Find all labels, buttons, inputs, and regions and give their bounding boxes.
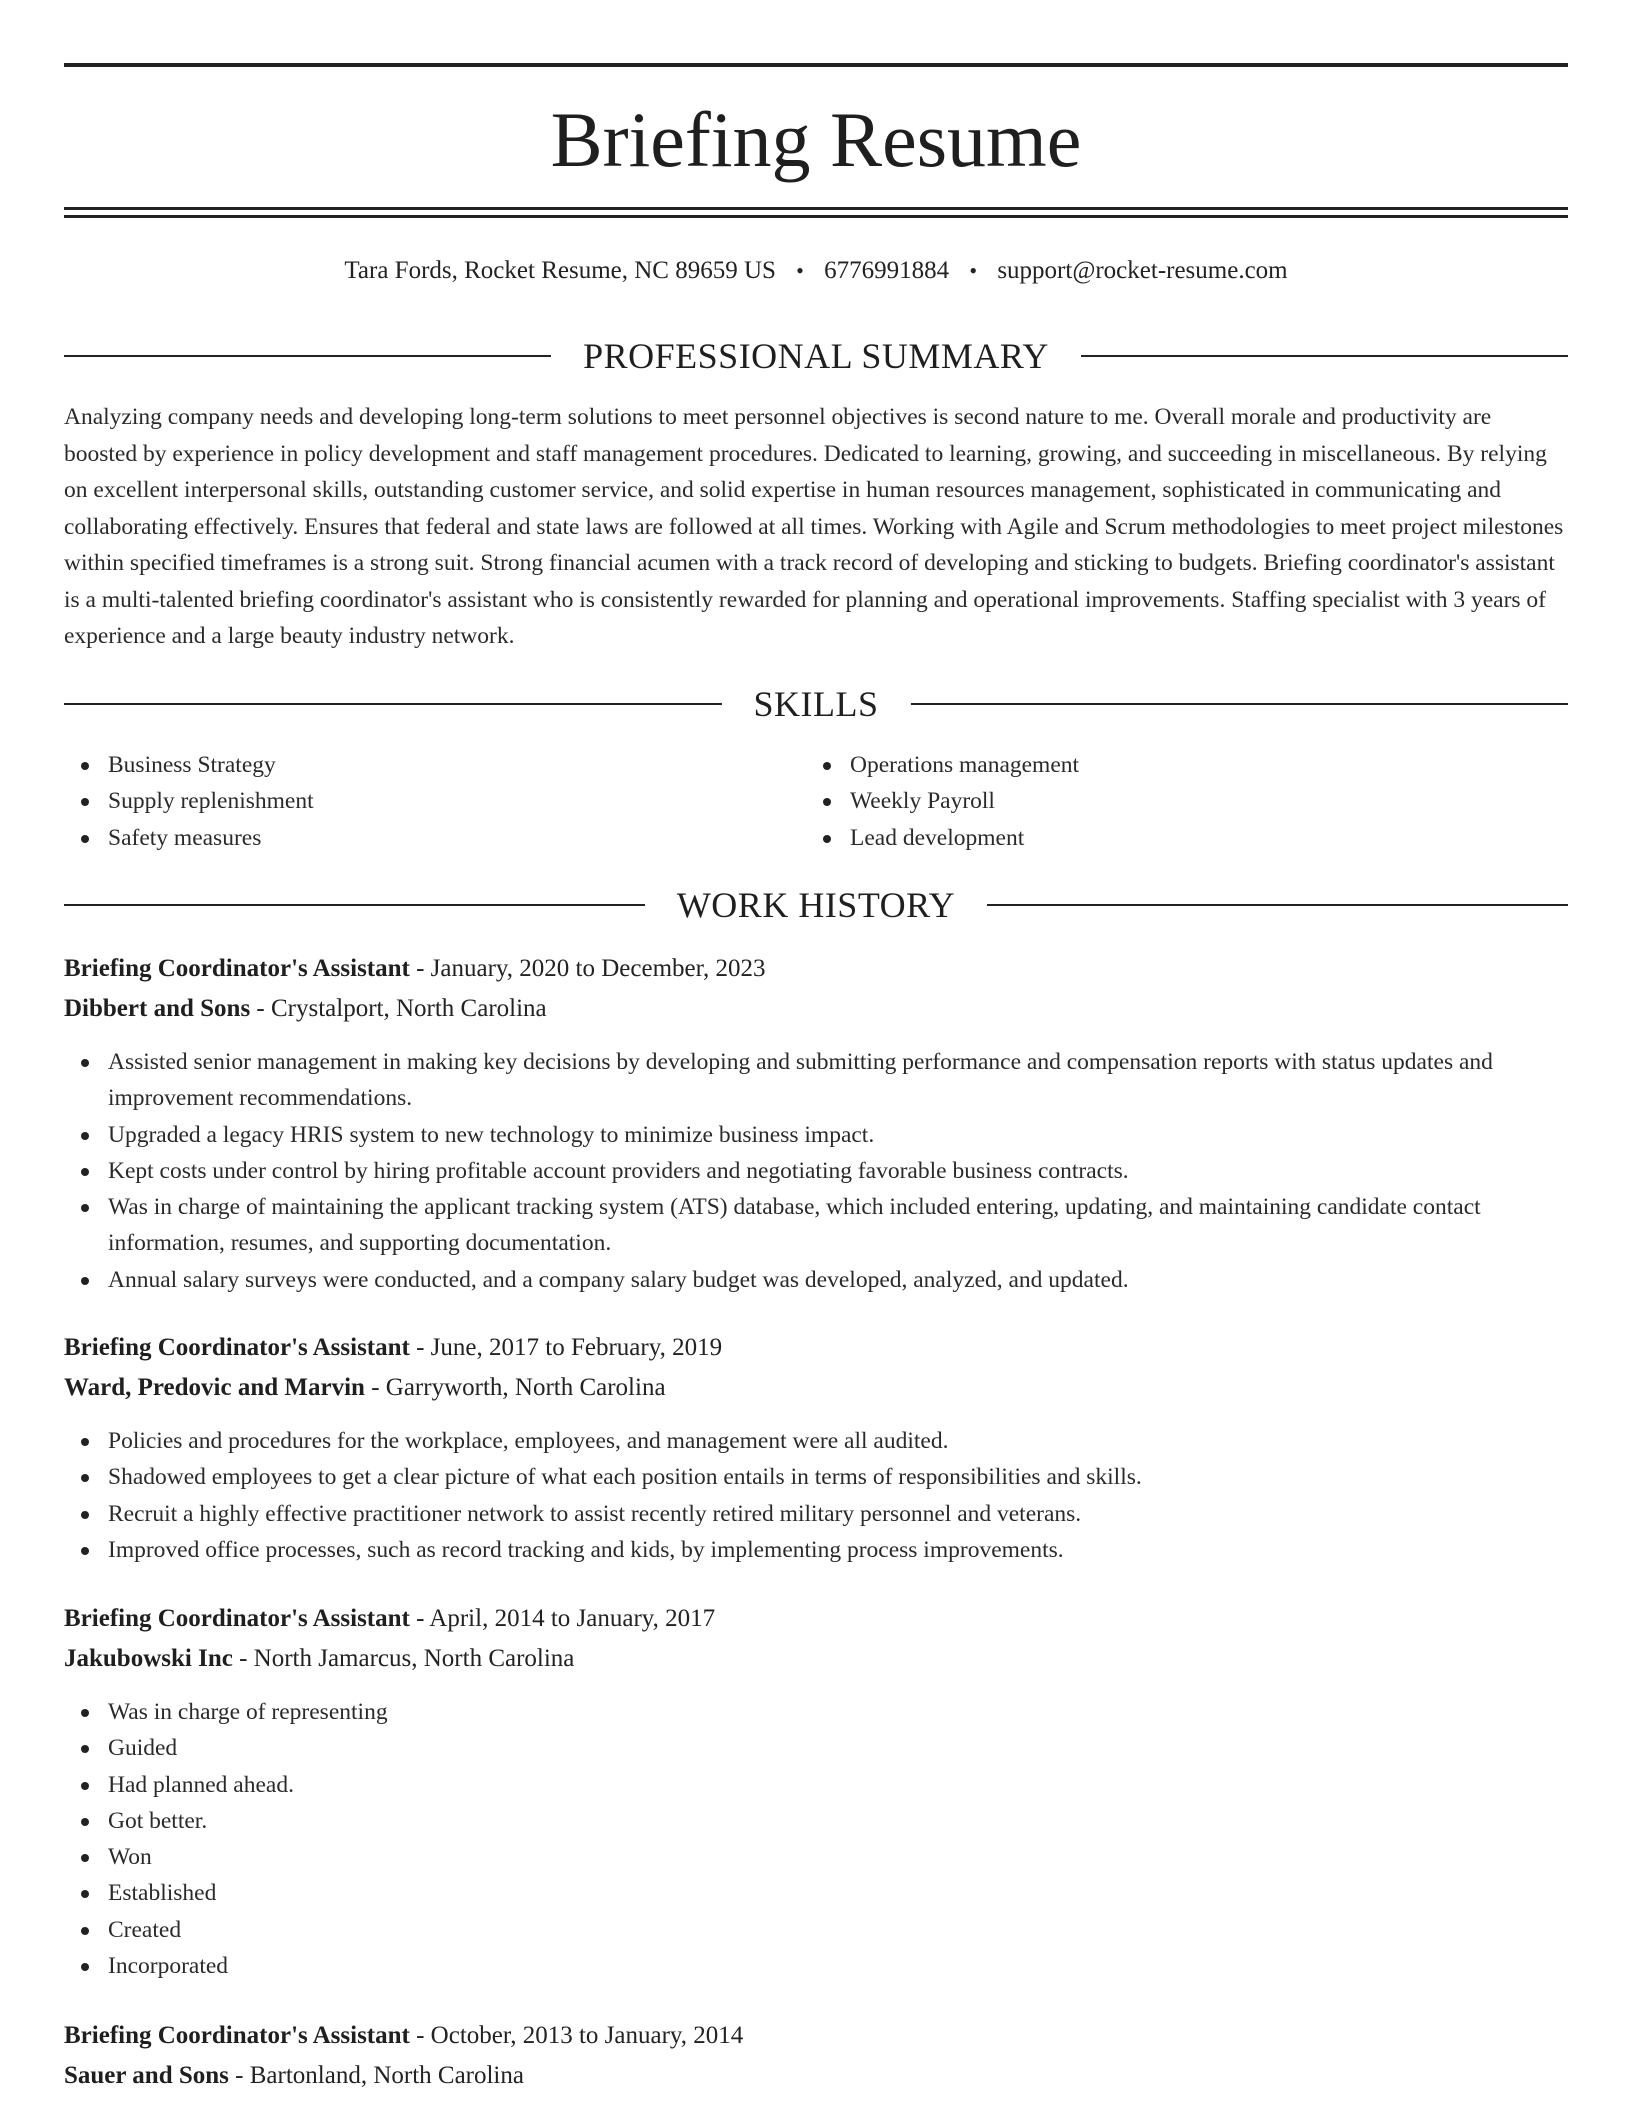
skills-list-left xyxy=(64,747,804,856)
job-bullet: Upgraded a legacy HRIS system to new technology to minimize business impact. xyxy=(64,1117,1568,1153)
job-dates: - April, 2014 to January, 2017 xyxy=(409,1605,716,1632)
summary-section-header xyxy=(64,334,1568,378)
job-location: - North Jamarcus, North Carolina xyxy=(232,1645,575,1672)
job-bullet-list xyxy=(64,1044,1568,1298)
job-bullet: Shadowed employees to get a clear picture of what each position entails in terms of responsibilities and skills. xyxy=(64,1459,1568,1495)
job-dates: - October, 2013 to January, 2014 xyxy=(409,2022,744,2049)
section-rule-right xyxy=(911,703,1569,705)
job-location: - Crystalport, North Carolina xyxy=(250,995,547,1022)
summary-text: Analyzing company needs and developing long-term solutions to meet personnel objectives is second nature to me. Overall morale and productivity are boosted by experience in policy development and staff management procedures. Dedicated to learning, growing, and succeeding in miscellaneous. By relying on excellent interpersonal skills, outstanding customer service, and solid expertise in human resources management, sophisticated in communicating and collaborating effectively. Ensures that federal and state laws are followed at all times. Working with Agile and Scrum methodologies to meet project milestones within specified timeframes is a strong suit. Strong financial acumen with a track record of developing and sticking to budgets. Briefing coordinator's assistant is a multi-talented briefing coordinator's assistant who is consistently rewarded for planning and operational improvements. Staffing specialist with 3 years of experience and a large beauty industry network. xyxy=(64,404,1564,649)
section-rule-left xyxy=(64,703,722,705)
contact-phone: 6776991884 xyxy=(824,257,950,284)
job-bullet: Recruit a highly effective practitioner network to assist recently retired military personnel and veterans. xyxy=(64,1496,1568,1532)
job-bullet: Annual salary surveys were conducted, and a company salary budget was developed, analyzed, and updated. xyxy=(64,1262,1568,1298)
job-bullet: Guided xyxy=(64,1730,1568,1766)
section-rule-left xyxy=(64,355,551,357)
skills-section-header xyxy=(64,682,1568,726)
job-company-line xyxy=(64,1641,1568,1677)
job-dates: - January, 2020 to December, 2023 xyxy=(409,955,766,982)
section-rule-left xyxy=(64,904,645,906)
header-top-rule xyxy=(64,63,1568,67)
contact-separator: • xyxy=(796,258,804,283)
job-bullet: Won xyxy=(64,1839,1568,1875)
skill-item: Business Strategy xyxy=(64,747,804,783)
summary-section-title: PROFESSIONAL SUMMARY xyxy=(583,336,1049,376)
job-company: Dibbert and Sons xyxy=(64,995,251,1022)
job-bullet: Kept costs under control by hiring profitable account providers and negotiating favorable business contracts. xyxy=(64,1153,1568,1189)
skills-section-title: SKILLS xyxy=(753,684,879,724)
job-company: Ward, Predovic and Marvin xyxy=(64,1374,365,1401)
job-company: Sauer and Sons xyxy=(64,2062,229,2089)
job-company-line xyxy=(64,1370,1568,1406)
job-title: Briefing Coordinator's Assistant xyxy=(64,1334,410,1361)
job-bullet: Created xyxy=(64,1912,1568,1948)
job-location: - Garryworth, North Carolina xyxy=(364,1374,666,1401)
job-bullet-list xyxy=(64,1423,1568,1568)
job-bullet: Got better. xyxy=(64,1803,1568,1839)
job-company-line xyxy=(64,2058,1568,2094)
header-double-rule-bottom xyxy=(64,215,1568,218)
skill-item: Safety measures xyxy=(64,820,804,856)
contact-line xyxy=(64,254,1568,288)
job-bullet: Assisted senior management in making key decisions by developing and submitting performance and compensation reports with status updates and improvement recommendations. xyxy=(64,1044,1568,1117)
job-dates: - June, 2017 to February, 2019 xyxy=(409,1334,723,1361)
job-location: - Bartonland, North Carolina xyxy=(228,2062,524,2089)
job-title: Briefing Coordinator's Assistant xyxy=(64,1605,410,1632)
job-bullet: Established xyxy=(64,1875,1568,1911)
job-bullet-list xyxy=(64,1694,1568,1984)
job-company-line xyxy=(64,991,1568,1027)
skill-item: Weekly Payroll xyxy=(806,783,1546,819)
work-section-header xyxy=(64,883,1568,927)
skill-item: Operations management xyxy=(806,747,1546,783)
contact-email: support@rocket-resume.com xyxy=(997,257,1288,284)
section-rule-right xyxy=(1081,355,1568,357)
job-bullet: Policies and procedures for the workplace, employees, and management were all audited. xyxy=(64,1423,1568,1459)
job-bullet: Had planned ahead. xyxy=(64,1767,1568,1803)
job-title-line xyxy=(64,951,1568,987)
header-double-rule-top xyxy=(64,207,1568,210)
job-bullet: Improved office processes, such as record tracking and kids, by implementing process improvements. xyxy=(64,1532,1568,1568)
work-section-title: WORK HISTORY xyxy=(676,885,956,925)
resume-title: Briefing Resume xyxy=(550,96,1082,183)
job-company: Jakubowski Inc xyxy=(64,1645,233,1672)
job-bullet: Incorporated xyxy=(64,1948,1568,1984)
job-title-line xyxy=(64,1601,1568,1637)
job-title: Briefing Coordinator's Assistant xyxy=(64,2022,410,2049)
job-bullet: Was in charge of maintaining the applicant tracking system (ATS) database, which included entering, updating, and maintaining candidate contact information, resumes, and supporting documentation. xyxy=(64,1189,1568,1262)
job-title-line xyxy=(64,2018,1568,2054)
job-bullet: Was in charge of representing xyxy=(64,1694,1568,1730)
contact-address: Tara Fords, Rocket Resume, NC 89659 US xyxy=(344,257,776,284)
contact-separator: • xyxy=(969,258,978,283)
section-rule-right xyxy=(987,904,1568,906)
job-title-line xyxy=(64,1330,1568,1366)
job-title: Briefing Coordinator's Assistant xyxy=(64,955,410,982)
skill-item: Supply replenishment xyxy=(64,783,804,819)
skills-list-right xyxy=(806,747,1546,856)
skill-item: Lead development xyxy=(806,820,1546,856)
